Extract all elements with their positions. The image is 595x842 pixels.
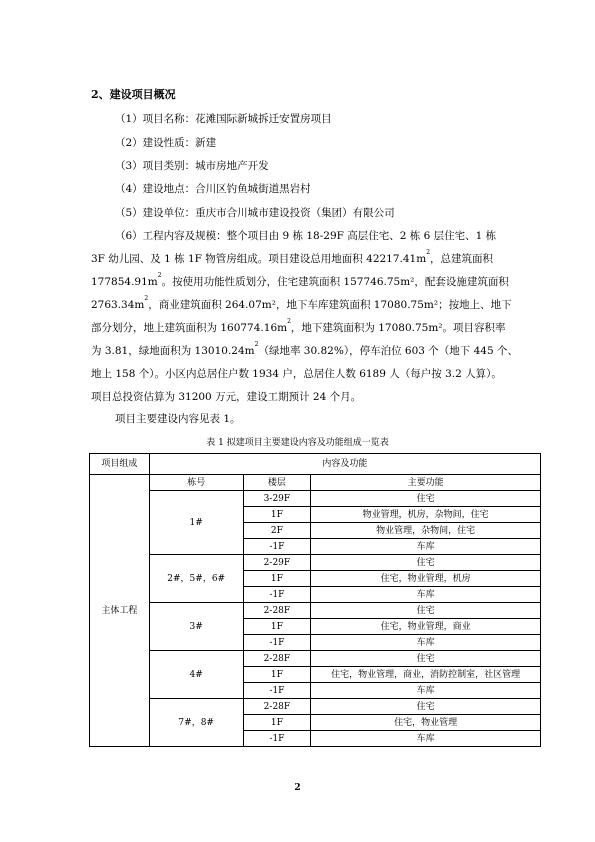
floor-cell: 2-28F bbox=[243, 603, 311, 619]
scope-line: 地上 158 个）。小区内总居住户数 1934 户，总居住人数 6189 人（每户按 3.2 人算）。 bbox=[91, 368, 502, 380]
scope-line: （6）工程内容及规模：整个项目由 9 栋 18-29F 高层住宅、2 栋 6 层住宅、1 栋 bbox=[115, 230, 497, 242]
floor-cell: 1F bbox=[243, 571, 311, 587]
header-content: 内容及功能 bbox=[149, 454, 540, 475]
function-cell: 住宅，物业管理，商业，消防控制室，社区管理 bbox=[311, 667, 541, 683]
floor-cell: 3-29F bbox=[243, 491, 311, 507]
table-row bbox=[90, 555, 541, 571]
floor-cell: 1F bbox=[243, 667, 311, 683]
construction-content-table bbox=[89, 453, 541, 747]
section-heading: 2、建设项目概况 bbox=[91, 88, 176, 101]
building-cell: 1# bbox=[149, 491, 243, 555]
scope-line: $177854.91m^2$。按使用功能性质划分，住宅建筑面积 157746.75m²，配套设施建筑面积 bbox=[91, 272, 509, 288]
floor-cell: 2-29F bbox=[243, 555, 311, 571]
floor-cell: -1F bbox=[243, 587, 311, 603]
group-cell: 主体工程 bbox=[90, 475, 150, 747]
building-cell: 2#，5#，6# bbox=[149, 555, 243, 603]
table-row bbox=[90, 699, 541, 715]
header-group: 项目组成 bbox=[90, 454, 150, 475]
function-cell: 住宅 bbox=[311, 555, 541, 571]
table-row bbox=[90, 603, 541, 619]
function-cell: 车库 bbox=[311, 683, 541, 699]
building-cell: 3# bbox=[149, 603, 243, 651]
table-row bbox=[90, 491, 541, 507]
function-cell: 物业管理，杂物间，住宅 bbox=[311, 523, 541, 539]
function-cell: 车库 bbox=[311, 731, 541, 747]
function-cell: 物业管理，机房，杂物间，住宅 bbox=[311, 507, 541, 523]
item-project-name: （1）项目名称：花滩国际新城拆迁安置房项目 bbox=[115, 113, 332, 125]
table-header-row bbox=[90, 454, 541, 475]
table-row bbox=[90, 651, 541, 667]
item-location: （4）建设地点：合川区钓鱼城街道黑岩村 bbox=[115, 183, 311, 195]
scope-line: 部分划分，地上建筑面积为 $160774.16m^2$，地下建筑面积为 17080.75m²。项目容积率 bbox=[91, 318, 506, 334]
floor-cell: -1F bbox=[243, 731, 311, 747]
building-cell: 7#，8# bbox=[149, 699, 243, 747]
subheader-floor: 楼层 bbox=[243, 475, 311, 491]
function-cell: 住宅 bbox=[311, 651, 541, 667]
function-cell: 车库 bbox=[311, 539, 541, 555]
function-cell: 车库 bbox=[311, 587, 541, 603]
function-cell: 住宅 bbox=[311, 603, 541, 619]
function-cell: 住宅，物业管理，机房 bbox=[311, 571, 541, 587]
building-cell: 4# bbox=[149, 651, 243, 699]
floor-cell: 1F bbox=[243, 507, 311, 523]
scope-line: $2763.34m^2$，商业建筑面积 264.07m²，地下车库建筑面积 17080.75m²；按地上、地下 bbox=[91, 295, 512, 311]
floor-cell: 1F bbox=[243, 715, 311, 731]
floor-cell: 2F bbox=[243, 523, 311, 539]
floor-cell: 2-28F bbox=[243, 651, 311, 667]
page-number: 2 bbox=[294, 783, 301, 793]
item-category: （3）项目类别：城市房地产开发 bbox=[115, 160, 269, 172]
function-cell: 住宅，物业管理，商业 bbox=[311, 619, 541, 635]
scope-line: 项目总投资估算为 31200 万元，建设工期预计 24 个月。 bbox=[91, 391, 362, 403]
subheader-function: 主要功能 bbox=[311, 475, 541, 491]
item-nature: （2）建设性质：新建 bbox=[115, 137, 217, 149]
function-cell: 住宅 bbox=[311, 699, 541, 715]
floor-cell: -1F bbox=[243, 539, 311, 555]
floor-cell: -1F bbox=[243, 683, 311, 699]
item-unit: （5）建设单位：重庆市合川城市建设投资（集团）有限公司 bbox=[115, 207, 395, 219]
function-cell: 住宅，物业管理 bbox=[311, 715, 541, 731]
table-subheader-row bbox=[90, 475, 541, 491]
subheader-building: 栋号 bbox=[149, 475, 243, 491]
floor-cell: 2-28F bbox=[243, 699, 311, 715]
floor-cell: -1F bbox=[243, 635, 311, 651]
table-caption: 表 1 拟建项目主要建设内容及功能组成一览表 bbox=[206, 438, 389, 448]
table-intro: 项目主要建设内容见表 1。 bbox=[115, 413, 241, 425]
scope-line: 为 3.81，绿地面积为 $13010.24m^2$（绿地率 30.82%），停车泊位 603 个（地下 445 个、 bbox=[91, 341, 519, 357]
function-cell: 车库 bbox=[311, 635, 541, 651]
function-cell: 住宅 bbox=[311, 491, 541, 507]
floor-cell: 1F bbox=[243, 619, 311, 635]
scope-line: 3F 幼儿园、及 1 栋 1F 物管房组成。项目建设总用地面积 $42217.41m^2$，总建筑面积 bbox=[91, 249, 494, 265]
